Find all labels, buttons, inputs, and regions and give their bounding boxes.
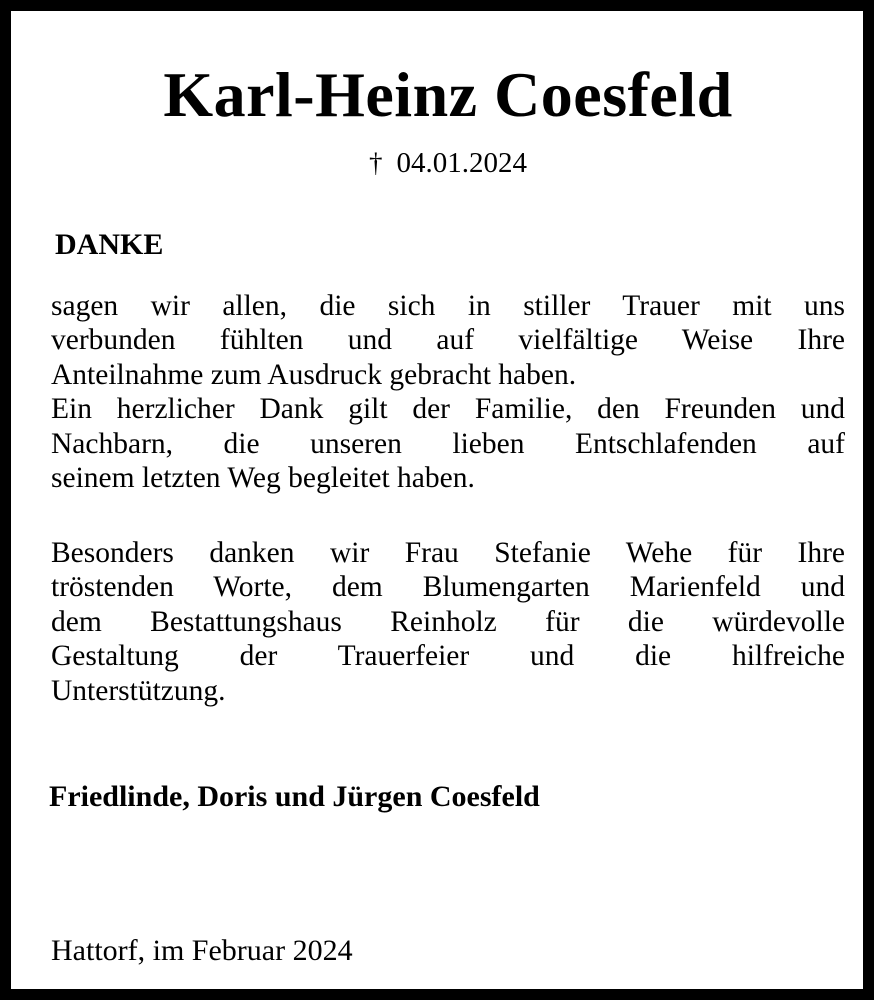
thanks-heading: DANKE <box>55 228 164 261</box>
text-line: dem Bestattungshaus Reinholz für die würdevolle <box>51 605 845 638</box>
thanks-paragraph-2 <box>51 536 845 708</box>
place-and-date: Hattorf, im Februar 2024 <box>51 934 353 967</box>
death-date: 04.01.2024 <box>396 147 527 179</box>
death-cross-icon: † <box>369 148 383 178</box>
text-line: sagen wir allen, die sich in stiller Trauer mit uns <box>51 290 845 322</box>
text-line: Nachbarn, die unseren lieben Entschlafenden auf <box>51 427 845 460</box>
text-line: Besonders danken wir Frau Stefanie Wehe für Ihre <box>51 537 845 569</box>
text-line: Anteilnahme zum Ausdruck gebracht haben. <box>51 358 577 391</box>
text-line: tröstenden Worte, dem Blumengarten Marienfeld und <box>51 571 845 604</box>
deceased-name: Karl-Heinz Coesfeld <box>163 59 733 130</box>
thanks-paragraph-1 <box>51 289 845 495</box>
text-line: verbunden fühlten und auf vielfältige Weise Ihre <box>51 324 845 357</box>
text-line: seinem letzten Weg begleitet haben. <box>51 462 475 495</box>
death-date-line <box>11 143 874 183</box>
signers: Friedlinde, Doris und Jürgen Coesfeld <box>49 780 540 813</box>
text-line: Unterstützung. <box>51 674 226 707</box>
text-line: Ein herzlicher Dank gilt der Familie, den Freunden und <box>51 393 845 426</box>
text-line: Gestaltung der Trauerfeier und die hilfreiche <box>51 640 845 673</box>
